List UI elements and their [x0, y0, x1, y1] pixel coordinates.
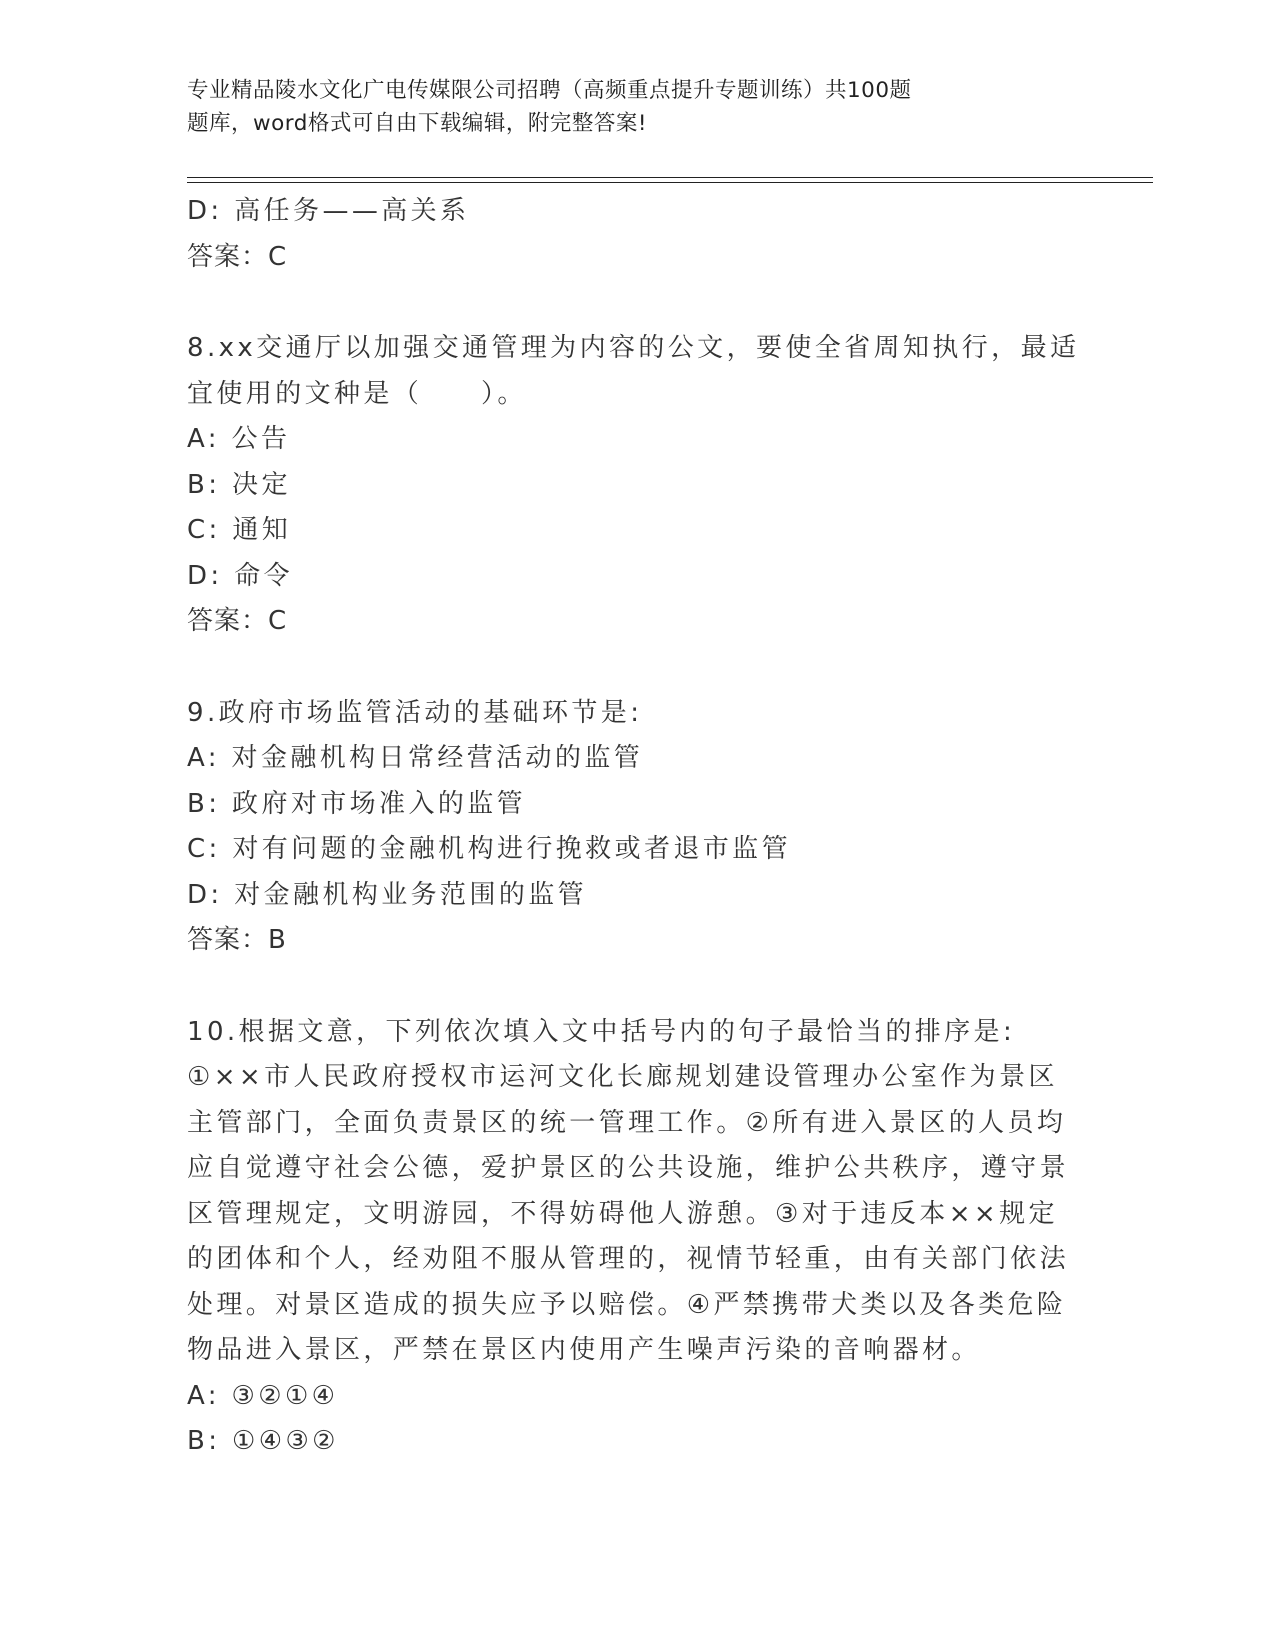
question-9 — [187, 691, 1087, 964]
q10-stem-line-2: ①××市人民政府授权市运河文化长廊规划建设管理办公室作为景区 — [187, 1062, 1058, 1092]
q10-stem-line-4: 应自觉遵守社会公德，爱护景区的公共设施，维护公共秩序，遵守景 — [187, 1153, 1070, 1183]
q10-stem-line-6: 的团体和个人，经劝阻不服从管理的，视情节轻重，由有关部门依法 — [187, 1244, 1070, 1274]
q10-stem-line-5: 区管理规定，文明游园，不得妨碍他人游憩。③对于违反本××规定 — [187, 1198, 1058, 1229]
q9-answer: 答案：B — [187, 925, 287, 955]
header-divider-bottom — [187, 182, 1153, 183]
q10-stem-line-7: 处理。对景区造成的损失应予以赔偿。④严禁携带犬类以及各类危险 — [187, 1289, 1067, 1320]
q9-option-d: D: 对金融机构业务范围的监管 — [187, 879, 588, 910]
q8-stem-line-1: 8.xx交通厅以加强交通管理为内容的公文，要使全省周知执行，最适 — [187, 333, 1080, 363]
q8-option-d: D: 命令 — [187, 560, 294, 591]
q10-stem-line-1: 10.根据文意，下列依次填入文中括号内的句子最恰当的排序是: — [187, 1016, 1016, 1047]
q8-option-c: C: 通知 — [187, 515, 292, 545]
header-divider-top — [187, 177, 1153, 178]
question-8 — [187, 326, 1087, 645]
question-7-tail — [187, 189, 1087, 280]
q10-stem-line-3: 主管部门，全面负责景区的统一管理工作。②所有进入景区的人员均 — [187, 1107, 1067, 1138]
q8-option-a: A: 公告 — [187, 424, 291, 454]
question-10 — [187, 1010, 1087, 1465]
q8-option-b: B: 决定 — [187, 469, 291, 500]
page-header — [187, 74, 1067, 140]
q10-stem-line-8: 物品进入景区，严禁在景区内使用产生噪声污染的音响器材。 — [187, 1335, 981, 1365]
q8-stem-line-2: 宜使用的文种是（ ）。 — [187, 378, 527, 409]
document-body — [187, 189, 1087, 1465]
q8-answer: 答案：C — [187, 606, 288, 636]
q9-option-c: C: 对有问题的金融机构进行挽救或者退市监管 — [187, 834, 791, 864]
q7-answer: 答案：C — [187, 241, 288, 272]
q10-option-a: A: ③②①④ — [187, 1380, 339, 1411]
q7-option-d: D: 高任务——高关系 — [187, 196, 470, 226]
q9-stem: 9.政府市场监管活动的基础环节是: — [187, 697, 643, 728]
q9-option-a: A: 对金融机构日常经营活动的监管 — [187, 743, 644, 773]
q9-option-b: B: 政府对市场准入的监管 — [187, 788, 527, 819]
q10-option-b: B: ①④③② — [187, 1426, 339, 1456]
header-title-line-1: 专业精品陵水文化广电传媒限公司招聘（高频重点提升专题训练）共100题 — [187, 78, 912, 103]
header-title-line-2: 题库，word格式可自由下载编辑，附完整答案! — [187, 111, 647, 136]
